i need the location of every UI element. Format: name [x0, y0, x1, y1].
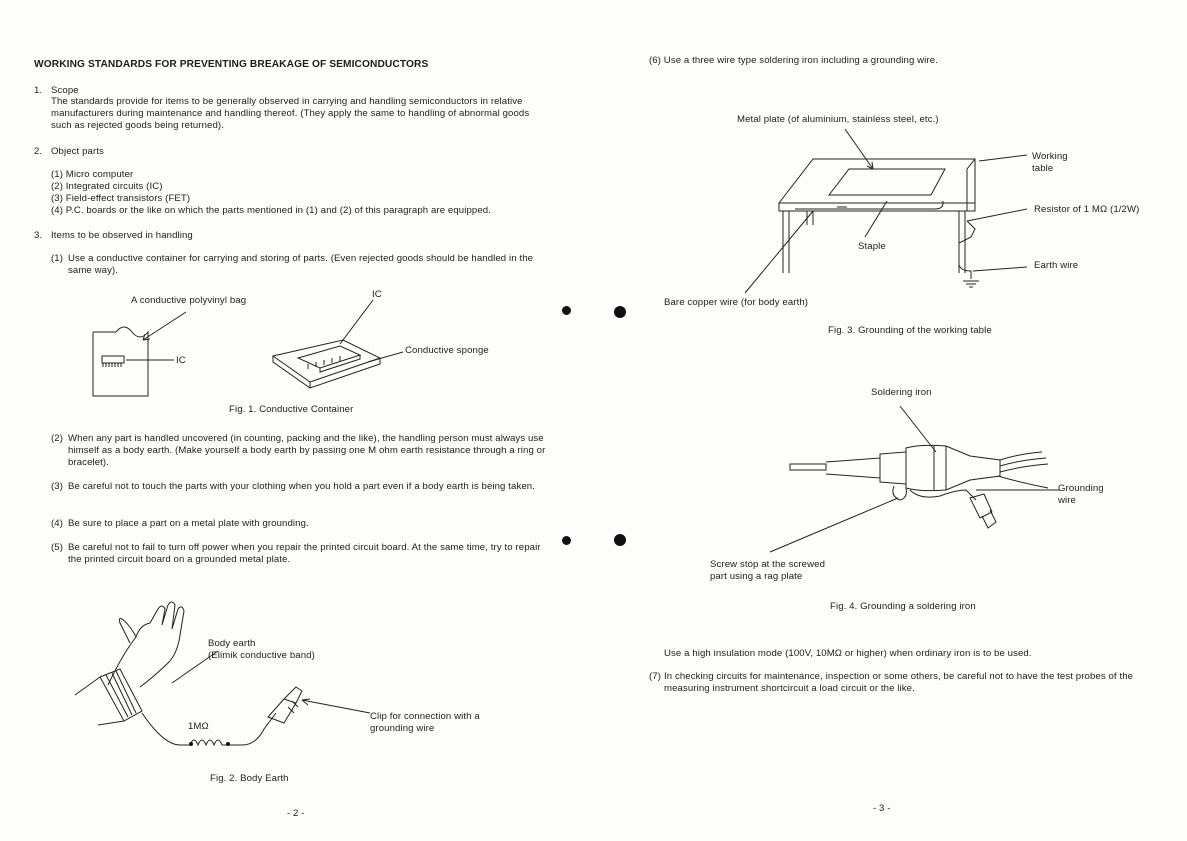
section-1-body: The standards provide for items to be generally observed in carrying and handling semiconductors in relative manufacturers during maintenance and handling thereof. (They apply the same to handling of abnormal goods such as rejected goods being returned). [51, 96, 530, 131]
section-2-heading: Object parts [51, 146, 104, 157]
fig4-grounding-label-1: Grounding [1058, 483, 1104, 494]
fig4-soldering-iron-illustration [770, 400, 1070, 560]
item-6-text: (6) Use a three wire type soldering iron including a grounding wire. [649, 55, 938, 66]
fig2-caption: Fig. 2. Body Earth [210, 773, 289, 784]
object-part-item: (3) Field-effect transistors (FET) [51, 193, 191, 204]
fig3-table-label-2: table [1032, 163, 1054, 174]
item-3-text: Be careful not to touch the parts with your clothing when you hold a part even if a body earth is being taken. [68, 481, 535, 492]
fig3-staple-label: Staple [858, 241, 886, 252]
item-4-number: (4) [51, 518, 64, 529]
page-number-left: - 2 - [287, 808, 305, 819]
fig2-lead-terminal [189, 742, 193, 746]
item-1-text: Use a conductive container for carrying and storing of parts. (Even rejected goods should be handled in the same way). [68, 253, 534, 276]
fig3-working-table-illustration [735, 125, 1035, 295]
binding-hole-mark [614, 306, 626, 318]
insulation-note: Use a high insulation mode (100V, 10MΩ or higher) when ordinary iron is to be used. [664, 648, 1032, 659]
item-7-text: In checking circuits for maintenance, inspection or some others, be careful not to have the test probes of the measuring instrument shortcircuit a load circuit or the like. [664, 671, 1134, 694]
fig4-grounding-label-2: wire [1058, 495, 1076, 506]
binding-hole-mark [562, 306, 571, 315]
fig3-resistor-label: Resistor of 1 MΩ (1/2W) [1034, 204, 1140, 215]
fig2-band-label-2: (Elimik conductive band) [208, 650, 315, 661]
fig3-plate-label: Metal plate (of aluminium, stainless steel, etc.) [737, 114, 939, 125]
fig1-ic-label-bag: IC [176, 355, 186, 366]
fig2-clip-label-1: Clip for connection with a [370, 711, 480, 722]
fig4-screw-label-2: part using a rag plate [710, 571, 803, 582]
page-number-right: - 3 - [873, 803, 891, 814]
fig2-band-label-1: Body earth [208, 638, 256, 649]
binding-hole-mark [562, 536, 571, 545]
item-2-number: (2) [51, 433, 64, 444]
fig4-caption: Fig. 4. Grounding a soldering iron [830, 601, 976, 612]
item-5-number: (5) [51, 542, 64, 553]
fig1-bag-label: A conductive polyvinyl bag [131, 295, 247, 306]
item-4-text: Be sure to place a part on a metal plate with grounding. [68, 518, 309, 529]
fig3-caption: Fig. 3. Grounding of the working table [828, 325, 992, 336]
fig1-sponge-label: Conductive sponge [405, 345, 489, 356]
fig4-screw-label-1: Screw stop at the screwed [710, 559, 826, 570]
fig2-clip-label-2: grounding wire [370, 723, 435, 734]
fig1-caption: Fig. 1. Conductive Container [229, 404, 354, 415]
item-5-text: Be careful not to fail to turn off power when you repair the printed circuit board. At the same time, try to repair the printed circuit board on a grounded metal plate. [68, 542, 541, 565]
item-7-number: (7) [649, 671, 662, 682]
binding-hole-mark [614, 534, 626, 546]
item-3-number: (3) [51, 481, 64, 492]
fig4-iron-label: Soldering iron [871, 387, 932, 398]
fig3-table-label-1: Working [1032, 151, 1068, 162]
section-1-heading: Scope [51, 85, 79, 96]
fig2-body-earth-illustration [70, 595, 370, 755]
fig1-conductive-container-illustration [88, 300, 418, 400]
section-3-number: 3. [34, 230, 43, 241]
fig3-earth-label: Earth wire [1034, 260, 1079, 271]
page-title: WORKING STANDARDS FOR PREVENTING BREAKAGE OF SEMICONDUCTORS [34, 59, 429, 70]
fig1-ic-label-top: IC [372, 289, 382, 300]
section-3-heading: Items to be observed in handling [51, 230, 193, 241]
item-2-text: When any part is handled uncovered (in counting, packing and the like), the handling person must always use himself as a body earth. (Make yourself a body earth by passing one M ohm earth resistance through a ring or bracelet). [68, 433, 546, 468]
section-1-number: 1. [34, 85, 43, 96]
object-part-item: (4) P.C. boards or the like on which the parts mentioned in (1) and (2) of this paragraph are equipped. [51, 205, 491, 216]
section-2-number: 2. [34, 146, 43, 157]
fig2-lead-terminal [226, 742, 230, 746]
object-part-item: (1) Micro computer [51, 169, 134, 180]
fig2-resistor-label: 1MΩ [188, 721, 209, 732]
fig3-copper-label: Bare copper wire (for body earth) [664, 297, 809, 308]
object-part-item: (2) Integrated circuits (IC) [51, 181, 163, 192]
item-1-number: (1) [51, 253, 64, 264]
